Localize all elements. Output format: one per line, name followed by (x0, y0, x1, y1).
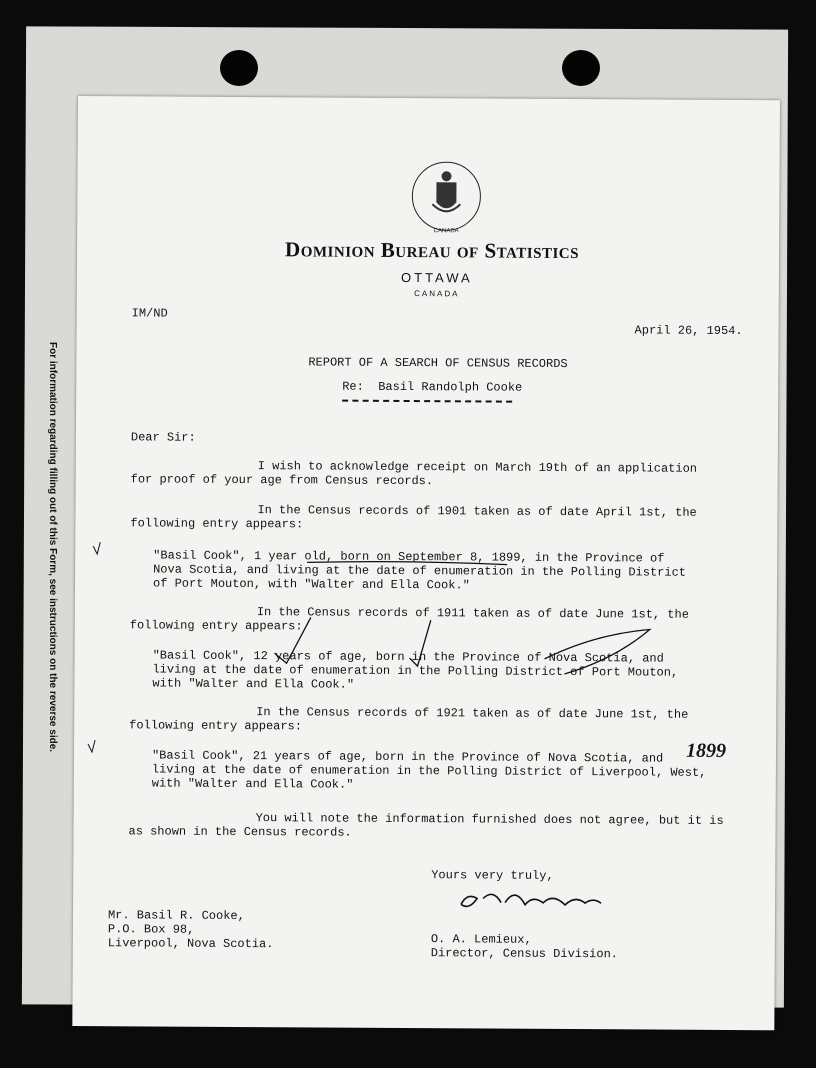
para-1-line-1: I wish to acknowledge receipt on March 19th of an application (257, 459, 698, 476)
para-1-line-2: for proof of your age from Census records. (130, 472, 434, 489)
svg-text:CANADA: CANADA (433, 228, 459, 235)
entry-1901-line-1: "Basil Cook", 1 year old, born on September 8, 1899, in the Province of (153, 548, 665, 566)
para-3-line-2: following entry appears: (129, 618, 303, 634)
recipient-line-1: Mr. Basil R. Cooke, (107, 908, 245, 924)
letterhead-country: CANADA (414, 289, 460, 299)
para-5-line-1: You will note the information furnished does not agree, but it is (255, 811, 724, 828)
subject-line: Re: Basil Randolph Cooke (342, 379, 523, 395)
punch-hole-left (220, 50, 258, 86)
para-2-line-1: In the Census records of 1901 taken as of date April 1st, the (257, 503, 697, 520)
sender-line-2: Director, Census Division. (430, 946, 619, 962)
reference-code: IM/ND (131, 306, 168, 321)
closing: Yours very truly, (431, 868, 554, 883)
letterhead-city: OTTAWA (401, 269, 473, 286)
entry-1901-line-3: of Port Mouton, with "Walter and Ella Cook." (152, 576, 470, 593)
letterhead-title: Dominion Bureau of Statistics (285, 237, 580, 264)
entry-1901-line-2: Nova Scotia, and living at the date of enumeration in the Polling District (153, 562, 687, 580)
letter-sheet (72, 96, 780, 1030)
entry-1921-line-1: "Basil Cook", 21 years of age, born in the Province of Nova Scotia, and (151, 748, 664, 766)
para-4-line-1: In the Census records of 1921 taken as of date June 1st, the (256, 705, 689, 722)
sender-line-1: O. A. Lemieux, (430, 932, 532, 947)
para-3-line-1: In the Census records of 1911 taken as of date June 1st, the (256, 605, 689, 622)
handwritten-marks (72, 96, 780, 1030)
salutation: Dear Sir: (130, 430, 196, 445)
punch-hole-right (562, 50, 600, 86)
form-side-instruction: For information regarding filling out of this Form, see instructions on the reverse side. (47, 342, 58, 753)
para-2-line-2: following entry appears: (130, 516, 304, 532)
para-5-line-2: as shown in the Census records. (128, 824, 352, 840)
recipient-line-2: P.O. Box 98, (107, 922, 195, 937)
entry-1921-line-2: living at the date of enumeration in the Polling District of Liverpool, West, (151, 762, 707, 780)
entry-1911-line-2: living at the date of enumeration in the Polling District of Port Mouton, (152, 662, 679, 680)
entry-1911-line-1: "Basil Cook", 12 years of age, born in the Province of Nova Scotia, and (152, 648, 664, 666)
handwritten-year: 1899 (685, 739, 727, 762)
entry-1911-line-3: with "Walter and Ella Cook." (152, 676, 355, 692)
recipient-line-3: Liverpool, Nova Scotia. (107, 936, 274, 952)
entry-1921-line-3: with "Walter and Ella Cook." (151, 776, 354, 792)
report-title: REPORT OF A SEARCH OF CENSUS RECORDS (308, 355, 568, 371)
para-4-line-2: following entry appears: (129, 718, 303, 734)
letter-date: April 26, 1954. (634, 323, 743, 339)
